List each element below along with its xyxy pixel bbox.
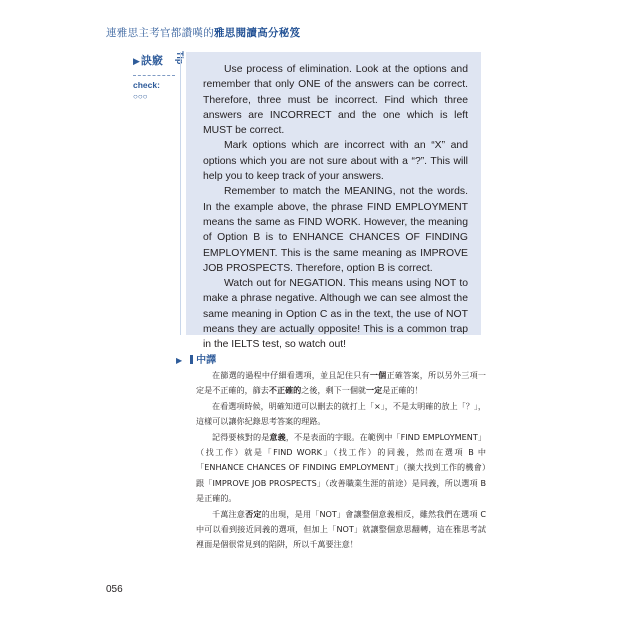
- text-run: 是正確的！: [382, 385, 423, 396]
- emphasis-text: 意義: [269, 431, 286, 442]
- translation-heading-text: 中譯: [196, 355, 217, 366]
- text-run: 的出現，是用「NOT」會讓整個意義相反，雖然我們在選項 C 中可以看到接近同義的選項，但加上「NOT」就讓整個意思翻轉，這在雅思考試裡面是個很常見到的陷阱，所以千萬要注意！: [196, 508, 486, 550]
- emphasis-text: 不正確的: [268, 385, 302, 396]
- text-run: 正確答案，所以另外三項一定是不正確的，篩去: [196, 370, 486, 396]
- tip-title-text: 訣竅: [140, 54, 163, 67]
- translation-text: [196, 368, 486, 553]
- sidebar-divider: [133, 75, 175, 76]
- tip-vertical-label: Tip: [175, 51, 185, 65]
- translation-heading: [176, 351, 216, 366]
- emphasis-text: 一定: [366, 385, 383, 396]
- tip-sidebar: [133, 51, 185, 101]
- header-prefix: 連雅思主考官都讚嘆的: [106, 27, 214, 39]
- check-circles: ○○○: [133, 92, 148, 101]
- tip-paragraph-2: Mark options which are incorrect with an “X” and options which you are not sure about with a “?”. This will help you to keep track of your answers.: [203, 140, 468, 183]
- translation-paragraph-2: 在看選項時候，明確知道可以刪去的就打上「×」，不是太明確的放上「？」，這樣可以讓你紀錄思考答案的理路。: [196, 400, 486, 427]
- page-number: 056: [106, 584, 123, 595]
- text-run: 記得要核對的是: [212, 431, 270, 442]
- text-run: 千萬注意: [212, 508, 246, 519]
- text-run: 之後，剩下一個就: [301, 385, 367, 396]
- triangle-marker-icon: ▶: [133, 57, 140, 67]
- emphasis-text: 否定: [245, 508, 262, 519]
- emphasis-text: 一個: [369, 370, 387, 380]
- heading-bar-icon: [190, 355, 193, 364]
- triangle-marker-icon: ▶: [176, 356, 183, 365]
- tip-paragraph-3: Remember to match the MEANING, not the words. In the example above, the phrase FIND EMPLOYMENT means the same as FIND WORK. However, the meaning of Option B is to ENHANCE CHANCES OF FINDING EMPLOYMENT. This is the same meaning as IMPROVE JOB PROSPECTS. Therefore, option B is correct.: [203, 186, 468, 274]
- tip-vertical-rule: [180, 52, 181, 335]
- translation-paragraph-1: [196, 368, 486, 399]
- header-book-title: 雅思閱讀高分秘笈: [214, 27, 301, 39]
- check-label: check:: [133, 80, 160, 90]
- text-run: 在篩選的過程中仔細看選項，並且記住只有: [212, 370, 370, 380]
- tip-text: [203, 62, 468, 353]
- running-header: [106, 25, 300, 40]
- translation-paragraph-3: [196, 430, 486, 507]
- tip-box: [186, 52, 481, 351]
- text-run: ，不是表面的字眼。在範例中「FIND EMPLOYMENT」（找工作）就是「FIND WORK」（找工作）的同義，然而在選項 B 中「ENHANCE CHANCES OF FINDING EMPLOYMENT」（擴大找到工作的機會）跟「IMPROVE JOB PROSPECTS」（改善職業生涯的前途）是同義，所以選項 B 是正確的。: [196, 431, 486, 504]
- translation-paragraph-4: [196, 507, 486, 553]
- tip-paragraph-4: Watch out for NEGATION. This means using NOT to make a phrase negative. Although we can see almost the same meaning in Option C as in the text, the use of NOT means they are actually opposite! This is a common trap in the IELTS test, so watch out!: [203, 278, 468, 351]
- tip-paragraph-1: Use process of elimination. Look at the options and remember that only ONE of the answers can be correct. Therefore, three must be incorrect. Find which three answers are INCORRECT and the one which is left MUST be correct.: [203, 64, 468, 137]
- tip-sidebar-title: [133, 52, 175, 68]
